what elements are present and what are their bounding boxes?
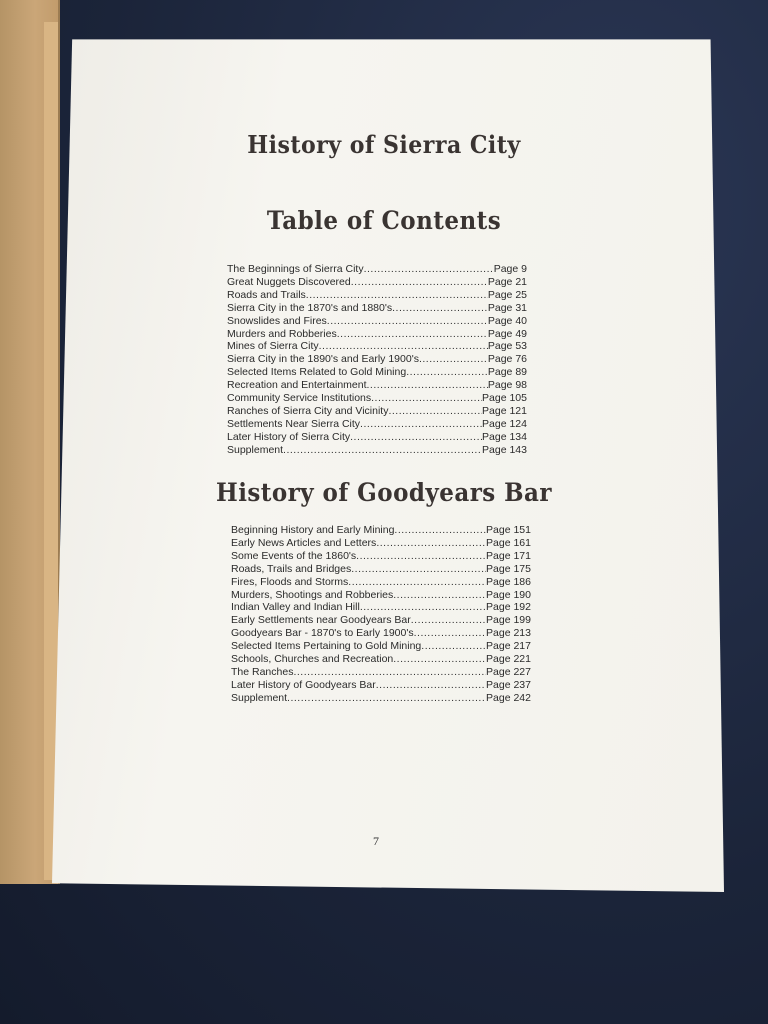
goodyears-heading: History of Goodyears Bar — [215, 478, 553, 507]
toc-entry: Community Service Institutions ..... Page 105 — [227, 392, 527, 405]
toc-entry: Selected Items Related to Gold Mining ..... Page 89 — [227, 366, 527, 379]
toc-entry: Goodyears Bar - 1870's to Early 1900's ..... Page 213 — [231, 627, 531, 640]
sierra-city-toc — [227, 263, 527, 457]
goodyears-toc — [231, 524, 531, 705]
toc-entry: Roads, Trails and Bridges ..... Page 175 — [231, 563, 531, 576]
toc-entry: Murders, Shootings and Robberies ..... Page 190 — [231, 589, 531, 602]
toc-entry: Beginning History and Early Mining ..... Page 151 — [231, 524, 531, 537]
toc-entry: Sierra City in the 1870's and 1880's ..... Page 31 — [227, 302, 527, 315]
toc-entry: Later History of Goodyears Bar ..... Page 237 — [231, 679, 531, 692]
toc-entry: Settlements Near Sierra City ..... Page 124 — [227, 418, 527, 431]
toc-entry: Fires, Floods and Storms ..... Page 186 — [231, 576, 531, 589]
toc-entry: Early News Articles and Letters ..... Page 161 — [231, 537, 531, 550]
book-title: History of Sierra City — [247, 130, 521, 159]
page-number: 7 — [373, 834, 379, 848]
toc-entry: Snowslides and Fires ..... Page 40 — [227, 315, 527, 328]
toc-entry: Early Settlements near Goodyears Bar ..... Page 199 — [231, 614, 531, 627]
toc-entry: The Beginnings of Sierra City ..... Page 9 — [227, 263, 527, 276]
toc-entry: Mines of Sierra City ..... Page 53 — [227, 340, 527, 353]
toc-entry: Murders and Robberies ..... Page 49 — [227, 328, 527, 341]
toc-entry: Later History of Sierra City ..... Page 134 — [227, 431, 527, 444]
toc-entry: Indian Valley and Indian Hill ..... Page 192 — [231, 601, 531, 614]
toc-entry: The Ranches ..... Page 227 — [231, 666, 531, 679]
toc-entry: Roads and Trails ..... Page 25 — [227, 289, 527, 302]
toc-entry: Great Nuggets Discovered ..... Page 21 — [227, 276, 527, 289]
toc-entry: Ranches of Sierra City and Vicinity ..... Page 121 — [227, 405, 527, 418]
toc-entry: Recreation and Entertainment ..... Page 98 — [227, 379, 527, 392]
toc-entry: Selected Items Pertaining to Gold Mining ..... Page 217 — [231, 640, 531, 653]
toc-entry: Sierra City in the 1890's and Early 1900's ..... Page 76 — [227, 353, 527, 366]
toc-entry: Some Events of the 1860's ..... Page 171 — [231, 550, 531, 563]
toc-entry: Supplement ..... Page 242 — [231, 692, 531, 705]
toc-entry: Supplement ..... Page 143 — [227, 444, 527, 457]
contents-heading: Table of Contents — [266, 206, 502, 235]
toc-entry: Schools, Churches and Recreation ..... Page 221 — [231, 653, 531, 666]
